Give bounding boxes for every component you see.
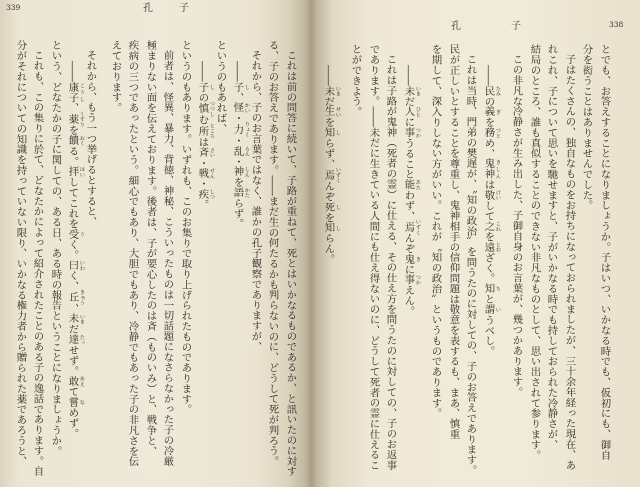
ruby-base: 薬	[66, 110, 79, 127]
ruby-base: 焉	[402, 218, 415, 235]
ruby-reading: つか	[414, 274, 421, 285]
left-quote-2	[197, 40, 214, 210]
ruby-reading: らん	[243, 145, 250, 157]
ruby-word	[482, 241, 501, 253]
ruby-base: 知	[322, 222, 335, 233]
ruby-word	[66, 334, 85, 345]
ruby-word	[66, 289, 85, 306]
text-run: 、	[231, 91, 244, 103]
left-column-2: る、子のお答えであります。――まだ生の何たるかも判らないのに、どうして死が判ろう。	[266, 40, 279, 467]
ruby-word	[482, 127, 501, 138]
ruby-reading: はい	[78, 166, 85, 177]
text-run: の	[196, 91, 209, 103]
ruby-base: 語	[231, 187, 244, 198]
ruby-base: 疾	[196, 188, 209, 200]
text-run: ・	[231, 135, 244, 146]
right-quote-3	[323, 44, 340, 264]
ruby-base: 事	[402, 274, 415, 285]
text-run: ――	[322, 64, 335, 86]
ruby-reading: いわ	[78, 259, 85, 271]
ruby-word	[231, 187, 250, 198]
ruby-word	[482, 304, 501, 315]
running-head: 孔 子	[143, 3, 197, 14]
text-run: 、	[66, 303, 79, 314]
text-run: わず、	[402, 189, 415, 221]
text-run: ・	[196, 157, 209, 168]
right-quote-1	[483, 44, 500, 356]
ruby-reading: けい	[494, 189, 501, 201]
text-run: ざく。	[482, 252, 495, 284]
ruby-base: 未	[322, 85, 335, 97]
text-run: んぞ	[402, 232, 415, 254]
ruby-word	[66, 375, 85, 387]
ruby-base: 事	[402, 127, 415, 138]
text-run: して	[482, 200, 495, 221]
ruby-word	[322, 201, 341, 212]
right-column-6: この非凡な冷静さが生み出した、子御自身のお言葉が、幾つかあります。	[510, 54, 523, 398]
left-quote-3	[67, 40, 84, 438]
left-column-10: 疾病の三つであったという。細心でもあり、大胆でもあり、冷静でもあった子の非凡さを伝	[126, 40, 139, 467]
ruby-word	[482, 283, 501, 294]
text-run: て	[66, 386, 79, 397]
ruby-word	[402, 179, 421, 190]
text-run: を	[482, 116, 495, 128]
ruby-base: 死	[322, 201, 335, 212]
text-run: ・	[231, 155, 244, 167]
text-run: は	[196, 136, 209, 148]
ruby-word	[322, 222, 341, 233]
text-run: だ	[322, 95, 335, 107]
ruby-word	[66, 228, 85, 240]
ruby-base: 達	[66, 334, 79, 345]
right-column-10: を期して、深入りしない方がいい。これが〝知の政治〟というものであります。	[429, 44, 442, 419]
text-run: ――	[66, 60, 79, 82]
ruby-word	[231, 81, 250, 92]
ruby-word	[66, 396, 85, 408]
ruby-base: 之	[482, 220, 495, 232]
ruby-reading: これ	[494, 220, 501, 232]
running-head: 孔 子	[451, 21, 541, 32]
ruby-word	[231, 102, 250, 113]
text-run: ――	[402, 64, 415, 86]
ruby-word	[322, 106, 341, 117]
ruby-word	[402, 218, 421, 235]
text-run: ――	[231, 60, 244, 82]
ruby-reading: かい	[243, 102, 250, 113]
ruby-base: 敢	[66, 375, 79, 387]
ruby-base: 乱	[231, 145, 244, 157]
ruby-reading: りょく	[243, 121, 250, 138]
text-run: を	[66, 124, 79, 136]
ruby-reading: な	[78, 396, 85, 408]
left-column-15: これも、この集りに於て、どなたかによって紹介されたことのある子の逸話であります。自	[31, 50, 44, 477]
ruby-reading: くすり	[78, 110, 85, 127]
ruby-word	[482, 220, 501, 232]
right-column-8: これは当時、門弟の樊遅が、〝知の政治〟を問うたのに対しての、子のお答えであります。	[464, 54, 477, 476]
ruby-base: 子	[196, 81, 209, 92]
text-run: うること	[402, 137, 415, 180]
ruby-base: 義	[482, 106, 495, 117]
ruby-base: 焉	[322, 166, 335, 183]
ruby-word	[402, 106, 421, 117]
ruby-base: 慎	[196, 100, 209, 117]
text-run: を	[231, 176, 244, 188]
text-run: を	[482, 231, 495, 242]
ruby-reading: つと	[494, 127, 501, 138]
ruby-reading: し	[243, 81, 250, 92]
ruby-word	[482, 158, 501, 180]
ruby-reading: せん	[208, 167, 215, 179]
ruby-word	[66, 135, 85, 146]
text-run: ・	[231, 112, 244, 124]
right-quote-2	[403, 44, 420, 316]
text-run: を	[322, 116, 335, 128]
ruby-reading: せい	[334, 106, 341, 117]
ruby-base: 曰	[66, 259, 79, 271]
ruby-reading: ぎ	[494, 106, 501, 117]
ruby-reading: し	[334, 201, 341, 212]
ruby-base: 謂	[482, 304, 495, 315]
text-run: む	[196, 114, 209, 125]
left-column-8: 前者は、怪異、暴力、背徳、神秘、こういったものは一切話題になさらなかった子の冷厳	[161, 50, 174, 467]
text-run: と	[482, 293, 495, 305]
ruby-reading: つか	[414, 127, 421, 138]
text-run: らず。	[231, 197, 244, 229]
text-run: ――	[482, 64, 495, 86]
ruby-base: 未	[66, 313, 79, 324]
left-column-16: 分がそれについての知識を持っていない限り、いかなる権力者から贈られた薬であろうと、	[14, 40, 27, 467]
text-run: めず。	[66, 407, 79, 439]
ruby-base: 未	[402, 85, 415, 97]
text-run: んぞ	[322, 180, 335, 202]
ruby-reading: いずく	[414, 218, 421, 235]
ruby-word	[196, 81, 215, 92]
ruby-reading: とお	[494, 241, 501, 253]
text-run: く、	[66, 270, 79, 292]
ruby-reading: おく	[78, 135, 85, 146]
ruby-reading: ひと	[414, 106, 421, 117]
text-run: せず。	[66, 344, 79, 376]
right-column-4: れこれ、子について思いを馳せますと、子がいかなる時でも持しておられた冷静さが、	[545, 44, 558, 450]
ruby-base: 務	[482, 127, 495, 138]
ruby-word	[66, 313, 85, 324]
right-column-14: とができよう。	[349, 44, 362, 117]
text-run: は	[482, 179, 495, 190]
ruby-reading: いずく	[334, 166, 341, 183]
text-run: く。	[66, 239, 79, 260]
page-number: 339	[6, 3, 21, 12]
ruby-reading: き	[414, 253, 421, 264]
ruby-base: 鬼	[402, 253, 415, 264]
ruby-word	[66, 259, 85, 271]
ruby-base: 怪	[231, 102, 244, 113]
ruby-base: 知	[322, 127, 335, 138]
ruby-base: 斉	[196, 146, 209, 158]
left-quote-1	[232, 40, 249, 229]
text-run: め、	[482, 137, 495, 159]
ruby-reading: う	[78, 228, 85, 240]
ruby-word	[402, 127, 421, 138]
ruby-base: 拝	[66, 166, 79, 177]
ruby-word	[482, 189, 501, 201]
ruby-reading: きしん	[494, 158, 501, 180]
text-run: ――	[196, 60, 209, 82]
left-column-11: えております。	[109, 40, 122, 113]
ruby-reading: し	[334, 127, 341, 138]
ruby-base: 康子	[66, 81, 79, 103]
text-run: に	[402, 116, 415, 128]
ruby-word	[66, 81, 85, 103]
ruby-reading: しん	[243, 166, 250, 177]
text-run: 、	[66, 102, 79, 113]
ruby-reading: し	[334, 222, 341, 233]
ruby-base: 人	[402, 106, 415, 117]
right-column-3: 子はたくさんの、独自なものをお持ちになっておられましたが、三十余年経った現在、あ	[563, 54, 576, 471]
left-column-5: というのもあれば、	[214, 40, 227, 134]
ruby-base: 神	[231, 166, 244, 177]
right-column-5: 結局のところ、誰も真似することのできない非凡なものとして、思い出されて参ります。	[528, 44, 541, 460]
left-column-3: それから、子のお言葉ではなく、誰かの孔子観察でありますが、	[249, 50, 262, 352]
ruby-word	[322, 166, 341, 183]
text-run: る。	[66, 145, 79, 167]
ruby-base: 子	[231, 81, 244, 92]
text-run: だ	[402, 95, 415, 107]
right-column-9: 民が正しいとすることを尊重し、鬼神相手の信仰問題は敬意を表するも、まあ、慎重	[447, 44, 460, 440]
text-run: うべし。	[482, 314, 495, 357]
ruby-word	[482, 85, 501, 97]
text-run: ・	[196, 178, 209, 189]
text-run: に	[402, 263, 415, 275]
ruby-base: 民	[482, 85, 495, 97]
ruby-base: 戦	[196, 167, 209, 179]
ruby-word	[196, 188, 215, 200]
text-run: を	[322, 211, 335, 223]
ruby-reading: いま	[334, 85, 341, 97]
ruby-reading: ち	[494, 283, 501, 294]
text-run: だ	[66, 323, 79, 335]
ruby-reading: いま	[414, 85, 421, 97]
ruby-word	[322, 85, 341, 97]
ruby-reading: つつし	[208, 100, 215, 117]
ruby-word	[322, 127, 341, 138]
ruby-word	[482, 106, 501, 117]
right-column-13: であります。――未だに生きている人間にも仕え得ないのに、どうして死者の霊に仕えるこ	[367, 44, 380, 471]
text-run: の	[482, 95, 495, 107]
ruby-base: 生	[322, 106, 335, 117]
ruby-base: 鬼神	[482, 158, 495, 180]
ruby-word	[196, 167, 215, 179]
ruby-base: 能	[402, 179, 415, 190]
ruby-base: 知	[482, 283, 495, 294]
ruby-word	[402, 253, 421, 264]
ruby-base: 所	[196, 122, 209, 139]
ruby-base: 力	[231, 121, 244, 138]
ruby-word	[66, 110, 85, 127]
page-number: 338	[609, 20, 624, 29]
ruby-base: 受	[66, 228, 79, 240]
text-run: してこれを	[66, 176, 79, 229]
ruby-word	[196, 122, 215, 139]
ruby-reading: あえ	[78, 375, 85, 387]
ruby-word	[66, 166, 85, 177]
ruby-word	[196, 146, 215, 158]
left-column-7: というのもあります。いずれも、このお集りで取り上げられたものであります。	[179, 40, 192, 415]
ruby-reading: たみ	[494, 85, 501, 97]
ruby-base: 遠	[482, 241, 495, 253]
ruby-base: 敬	[482, 189, 495, 201]
ruby-word	[196, 100, 215, 117]
right-column-12: これは子路が鬼神（死者の霊）に仕える、その仕え方を問うたのに対しての、子のお返事	[384, 54, 397, 471]
ruby-base: 丘	[66, 289, 79, 306]
ruby-reading: ところ	[208, 122, 215, 139]
ruby-reading: い	[494, 304, 501, 315]
ruby-reading: こうし	[78, 81, 85, 103]
ruby-base: 饋	[66, 135, 79, 146]
ruby-base: 嘗	[66, 396, 79, 408]
ruby-reading: かた	[243, 187, 250, 198]
left-column-1: これは前の問答に続いて、子路が重ねて、死とはいかなるものであるか、と訊いたのに対す	[284, 50, 297, 477]
right-column-2: 分を衒うことはありませんでした。	[580, 44, 593, 211]
ruby-reading: きゅう	[78, 289, 85, 306]
text-run: らん。	[322, 232, 335, 264]
left-column-12: それから、もう一つ挙げるとすると、	[84, 50, 97, 228]
ruby-word	[231, 166, 250, 177]
ruby-reading: いま	[78, 313, 85, 324]
ruby-word	[402, 274, 421, 285]
text-run: 。	[196, 199, 209, 210]
ruby-word	[231, 145, 250, 157]
ruby-reading: しつ	[208, 188, 215, 200]
right-column-1: とでも、お答えすることになりましょうか。子はいつ、いかなる時でも、仮初にも、御自	[598, 44, 611, 460]
text-run: らず、	[322, 137, 335, 169]
ruby-reading: し	[208, 81, 215, 92]
ruby-word	[231, 121, 250, 138]
left-column-9: 極まりない面を伝えております。後者は、子が要心したのは斉（ものいみ）と、戦争と、	[144, 40, 157, 456]
ruby-reading: さい	[208, 146, 215, 158]
ruby-reading: あた	[414, 179, 421, 190]
ruby-word	[402, 85, 421, 97]
left-column-14: という、どなたかの子に関しての、ある日、ある時の報告ということになりましょうか。	[49, 40, 62, 456]
ruby-reading: たっ	[78, 334, 85, 345]
text-run: えん。	[402, 284, 415, 316]
